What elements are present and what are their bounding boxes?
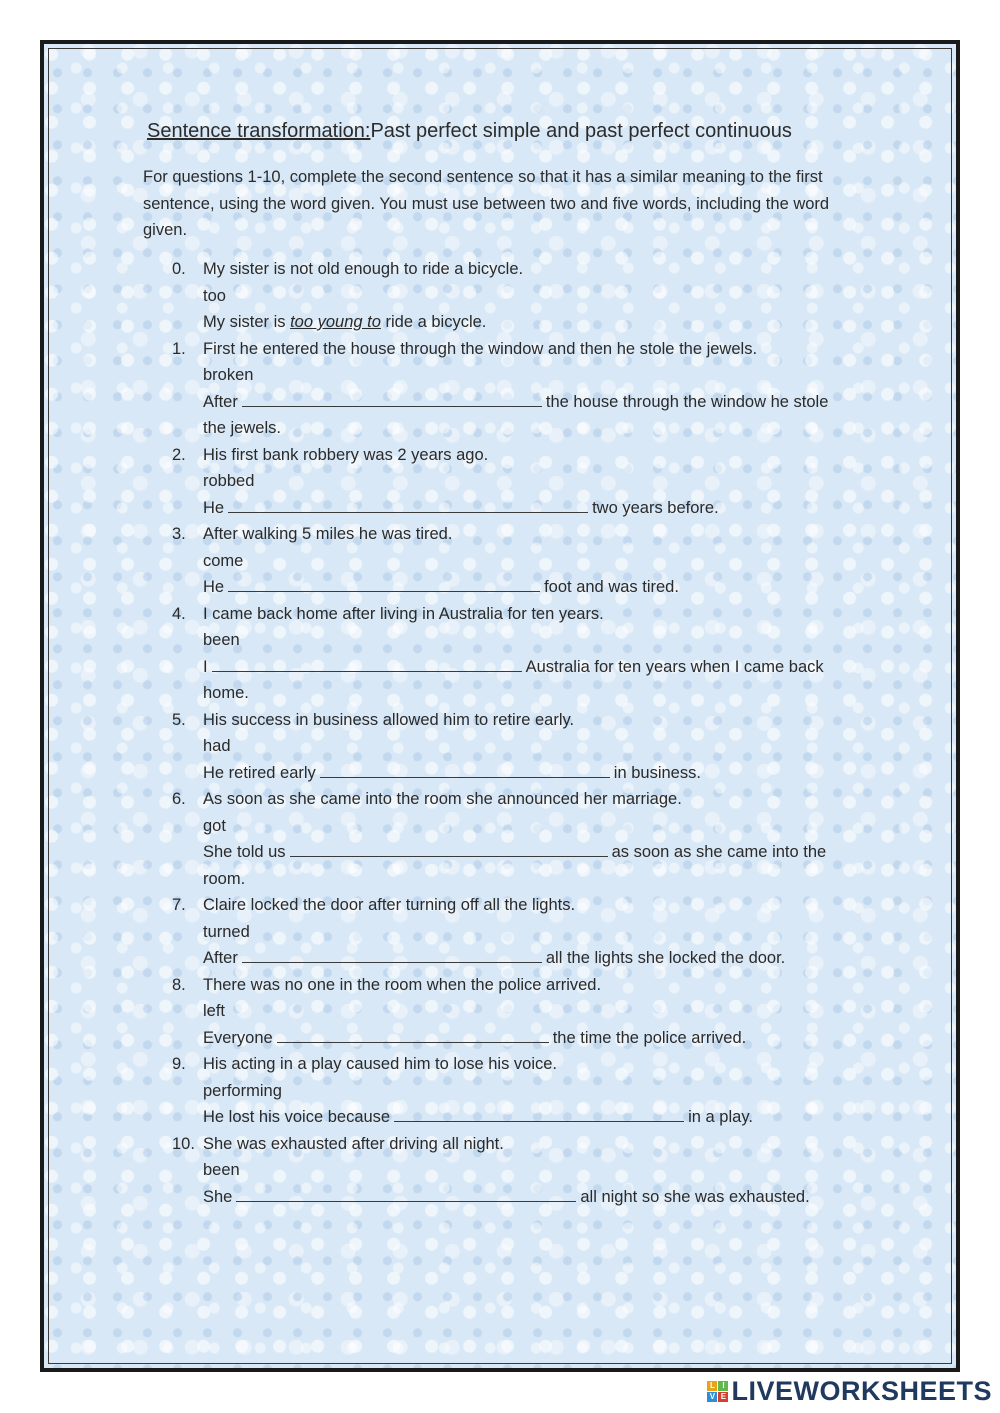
- prefix: He retired early: [203, 763, 316, 782]
- transformation-line: [203, 1184, 852, 1211]
- example-answer: too young to: [290, 313, 381, 331]
- prefix: He: [203, 498, 225, 517]
- answer-blank[interactable]: [228, 576, 540, 592]
- question-3: [172, 521, 852, 601]
- prefix: She told us: [203, 843, 286, 861]
- question-2: [172, 442, 852, 522]
- transformation-line: [203, 495, 852, 522]
- suffix: in a play.: [688, 1108, 753, 1126]
- prefix: After: [203, 392, 238, 411]
- suffix: all night so she was exhausted.: [580, 1187, 810, 1206]
- keyword: had: [203, 737, 231, 755]
- transformation-line: [203, 945, 852, 972]
- original-sentence: Claire locked the door after turning off all the lights.: [203, 896, 576, 914]
- title-underlined: Sentence transformation:: [147, 120, 371, 142]
- suffix: two years before.: [592, 498, 719, 517]
- example-question: [172, 256, 852, 336]
- question-number: 8.: [172, 975, 186, 994]
- question-number: 2.: [172, 445, 186, 464]
- answer-blank[interactable]: [394, 1106, 684, 1122]
- question-9: [172, 1051, 852, 1131]
- answer-blank[interactable]: [290, 841, 608, 857]
- answer-blank[interactable]: [320, 762, 610, 778]
- instructions: For questions 1-10, complete the second sentence so that it has a similar meaning to the first sentence, using the word given. You must use between two and five words, including the word given.: [143, 168, 830, 239]
- answer-prefix: My sister is: [203, 313, 286, 331]
- question-1: [172, 336, 852, 442]
- question-10: [172, 1131, 852, 1211]
- keyword: come: [203, 551, 244, 570]
- liveworksheets-logo[interactable]: [707, 1373, 992, 1409]
- page-title: [147, 120, 792, 143]
- original-sentence: My sister is not old enough to ride a bicycle.: [203, 260, 524, 278]
- original-sentence: His first bank robbery was 2 years ago.: [203, 445, 489, 464]
- keyword: left: [203, 1002, 226, 1020]
- keyword: been: [203, 631, 240, 649]
- logo-mark-icon: L I V E: [707, 1381, 728, 1402]
- answer-blank[interactable]: [277, 1027, 549, 1043]
- question-number: 9.: [172, 1055, 186, 1073]
- transformation-line: [203, 654, 852, 707]
- prefix: He: [203, 578, 225, 596]
- title-rest: Past perfect simple and past perfect continuous: [370, 120, 792, 142]
- original-sentence: First he entered the house through the window and then he stole the jewels.: [203, 339, 758, 358]
- answer-blank[interactable]: [242, 947, 542, 963]
- question-number: 5.: [172, 710, 186, 729]
- original-sentence: His acting in a play caused him to lose his voice.: [203, 1055, 558, 1073]
- answer-blank[interactable]: [242, 391, 542, 407]
- answer-suffix: ride a bicycle.: [385, 313, 487, 331]
- question-4: [172, 601, 852, 707]
- transformation-line: [203, 839, 852, 892]
- question-6: [172, 786, 852, 892]
- suffix: all the lights she locked the door.: [545, 949, 786, 967]
- keyword: got: [203, 816, 226, 835]
- suffix: in business.: [613, 763, 701, 782]
- answer-blank[interactable]: [228, 497, 588, 513]
- question-7: [172, 892, 852, 972]
- keyword: too: [203, 286, 226, 305]
- keyword: robbed: [203, 472, 255, 490]
- suffix: Australia for ten years when I came back home.: [203, 657, 824, 702]
- answer-blank[interactable]: [236, 1186, 576, 1202]
- original-sentence: I came back home after living in Australia for ten years.: [203, 604, 604, 623]
- answer-blank[interactable]: [212, 656, 522, 672]
- transformation-line: [203, 389, 852, 442]
- prefix: I: [203, 657, 208, 676]
- question-number: 0.: [172, 260, 186, 278]
- question-number: 1.: [172, 339, 186, 358]
- question-number: 4.: [172, 604, 186, 623]
- keyword: performing: [203, 1081, 282, 1100]
- transformation-line: [203, 760, 852, 787]
- question-number: 6.: [172, 790, 186, 808]
- suffix: foot and was tired.: [544, 578, 679, 596]
- keyword: been: [203, 1161, 240, 1179]
- prefix: Everyone: [203, 1028, 273, 1047]
- question-5: [172, 707, 852, 787]
- original-sentence: After walking 5 miles he was tired.: [203, 525, 453, 543]
- prefix: After: [203, 949, 238, 967]
- example-answer-line: [203, 309, 852, 336]
- original-sentence: His success in business allowed him to retire early.: [203, 710, 575, 729]
- original-sentence: There was no one in the room when the police arrived.: [203, 975, 602, 994]
- question-list: [172, 256, 852, 1210]
- suffix: the time the police arrived.: [552, 1028, 747, 1047]
- prefix: He lost his voice because: [203, 1108, 391, 1126]
- original-sentence: She was exhausted after driving all night.: [203, 1134, 504, 1153]
- suffix: the house through the window he stole the jewels.: [203, 392, 829, 437]
- keyword: broken: [203, 366, 254, 384]
- prefix: She: [203, 1187, 233, 1206]
- original-sentence: As soon as she came into the room she announced her marriage.: [203, 790, 682, 808]
- transformation-line: [203, 1104, 852, 1131]
- transformation-line: [203, 1025, 852, 1052]
- logo-text: LIVEWORKSHEETS: [731, 1375, 992, 1406]
- suffix: as soon as she came into the room.: [203, 843, 827, 888]
- question-number: 10.: [172, 1134, 195, 1153]
- keyword: turned: [203, 922, 250, 941]
- question-number: 3.: [172, 525, 186, 543]
- question-number: 7.: [172, 896, 186, 914]
- transformation-line: [203, 574, 852, 601]
- question-8: [172, 972, 852, 1052]
